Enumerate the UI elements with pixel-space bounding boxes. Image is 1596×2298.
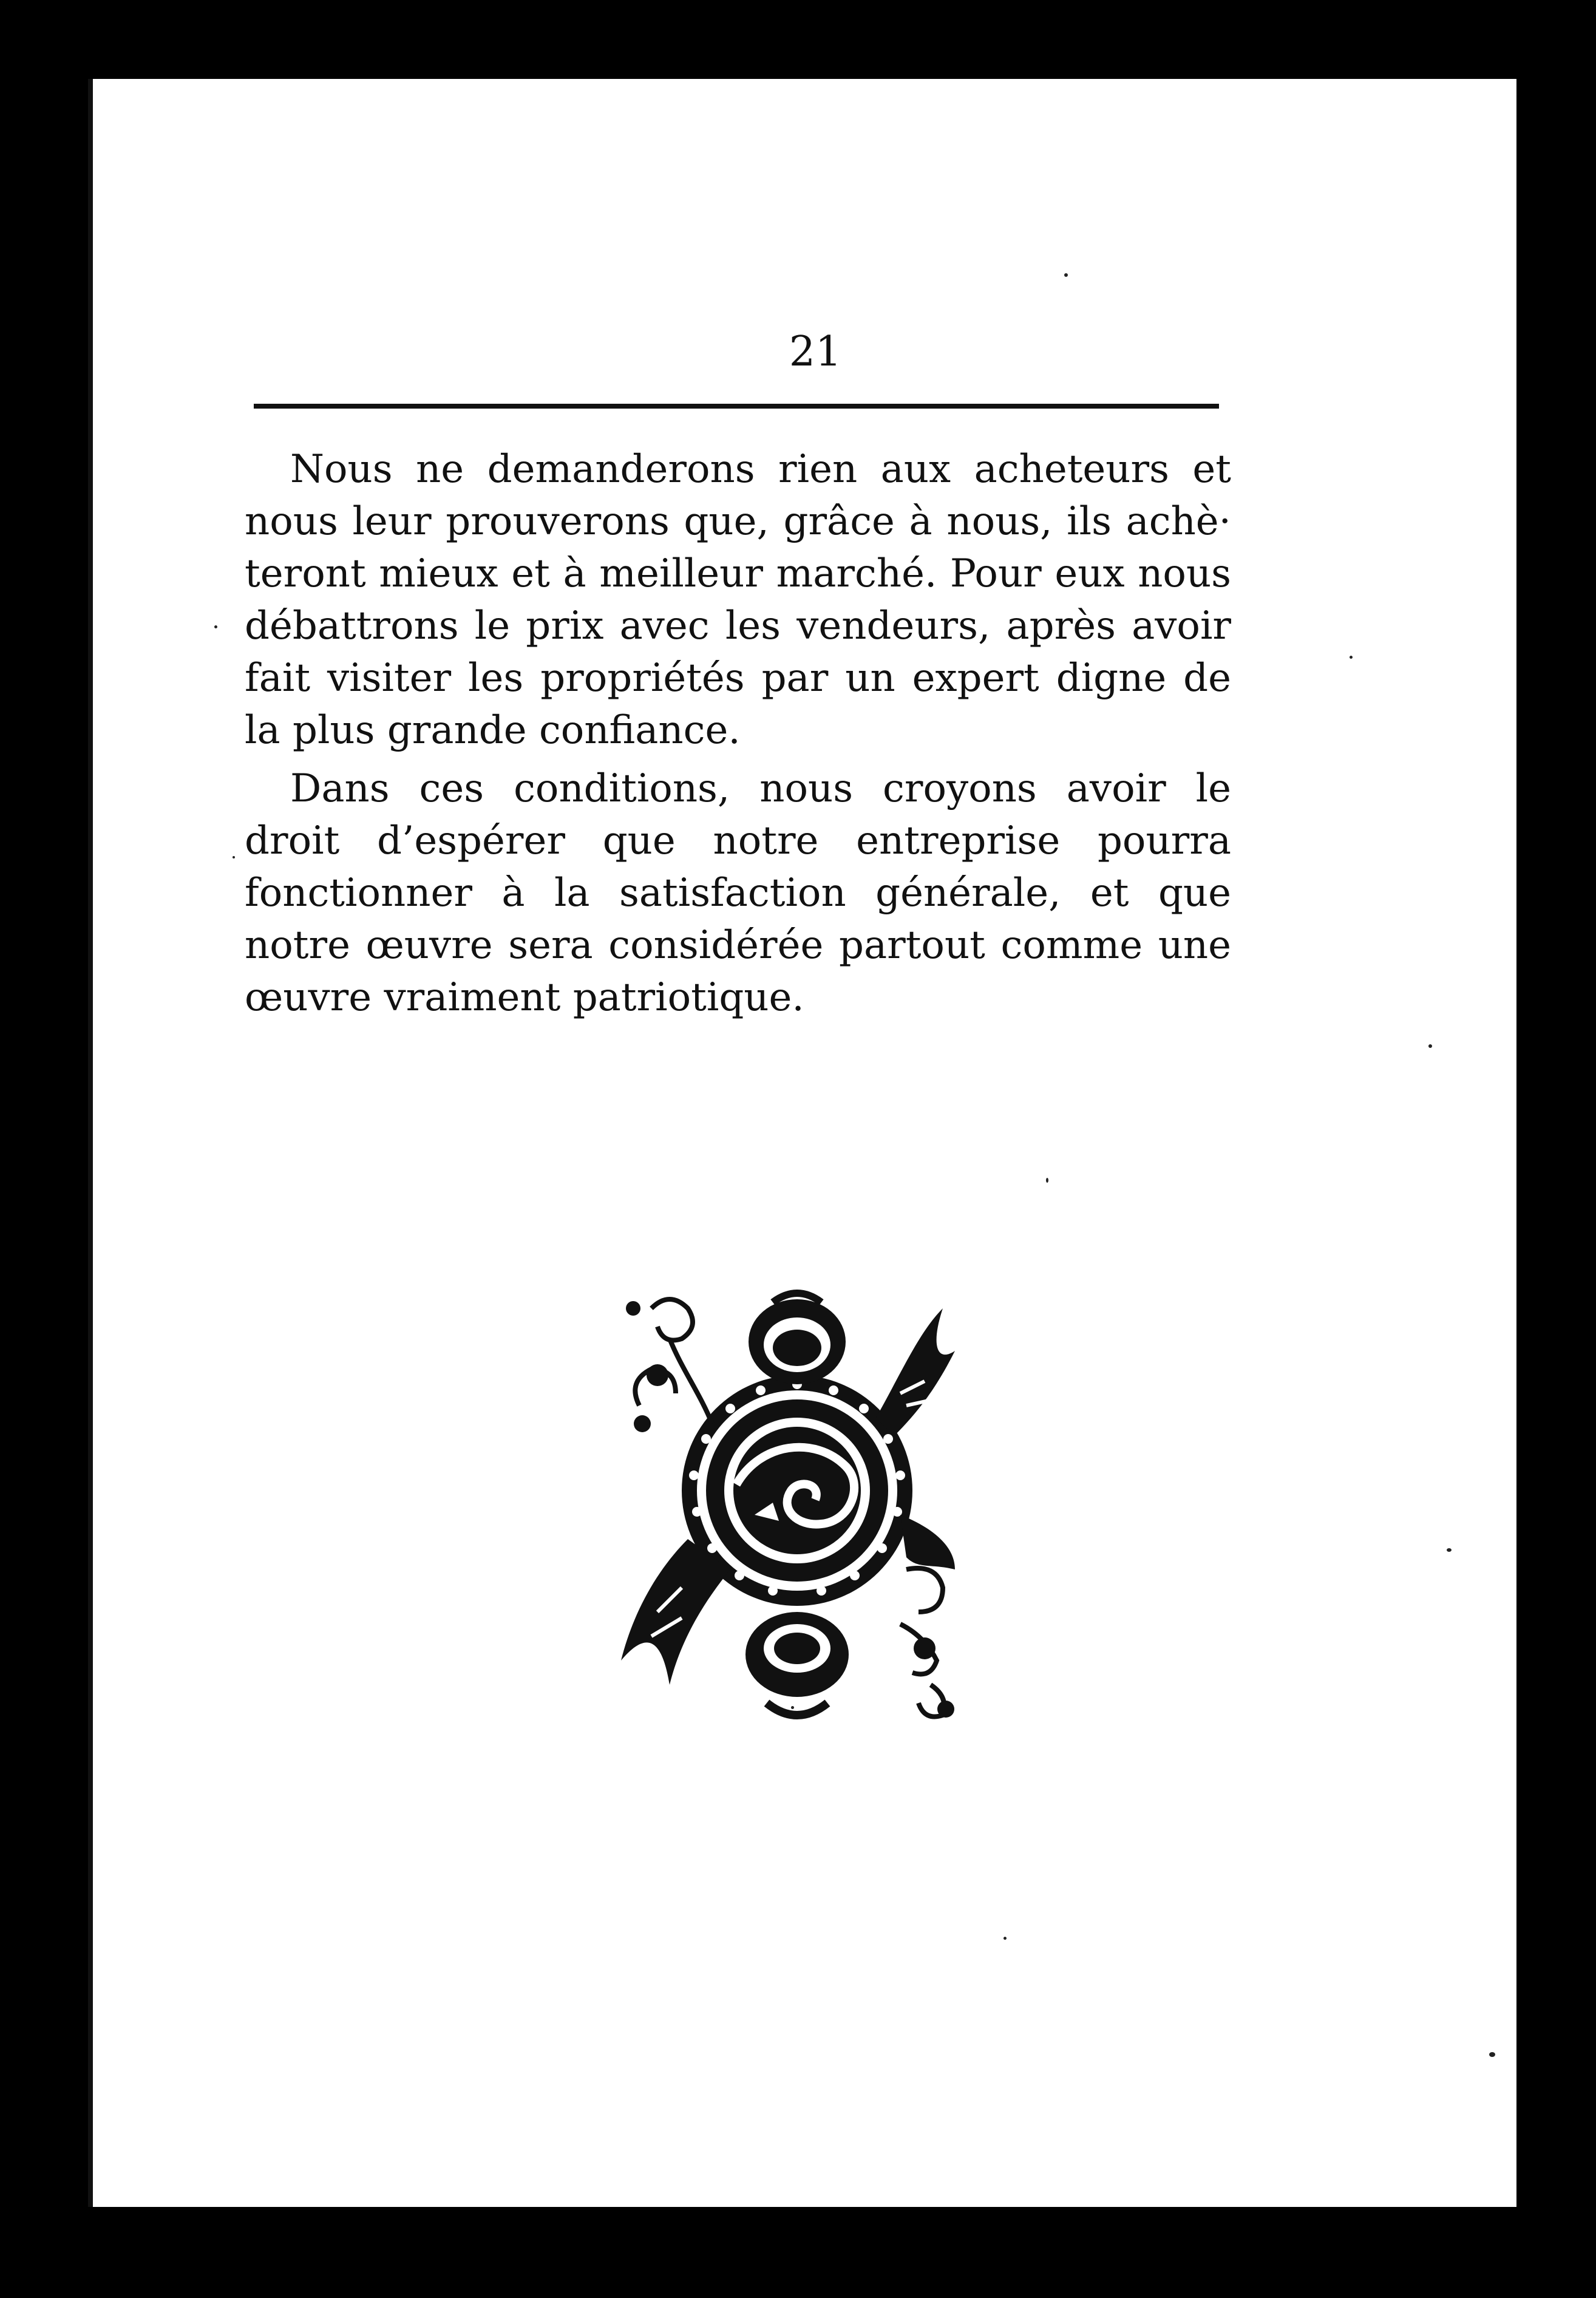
- header-rule: [254, 404, 1219, 409]
- body-text: [245, 443, 1231, 1030]
- paragraph-1: Nous ne demanderons rien aux acheteurs et nous leur prouverons que, grâce à nous, ils achè· teront mieux et à meilleur marché. Pour eux nous débattrons le prix avec les vendeurs, après avoir fait visiter les propriétés par un expert digne de la plus grande confiance.: [245, 447, 1231, 753]
- page-number: 21: [789, 328, 842, 376]
- paragraph-2: Dans ces conditions, nous croyons avoir le droit d’espérer que notre entreprise pourra fonctionner à la satisfaction générale, et que notre œuvre sera considérée partout comme une œuvre vraiment patriotique.: [245, 766, 1231, 1020]
- ornamental-vignette-icon: [615, 1284, 961, 1733]
- book-page: [88, 79, 1516, 2207]
